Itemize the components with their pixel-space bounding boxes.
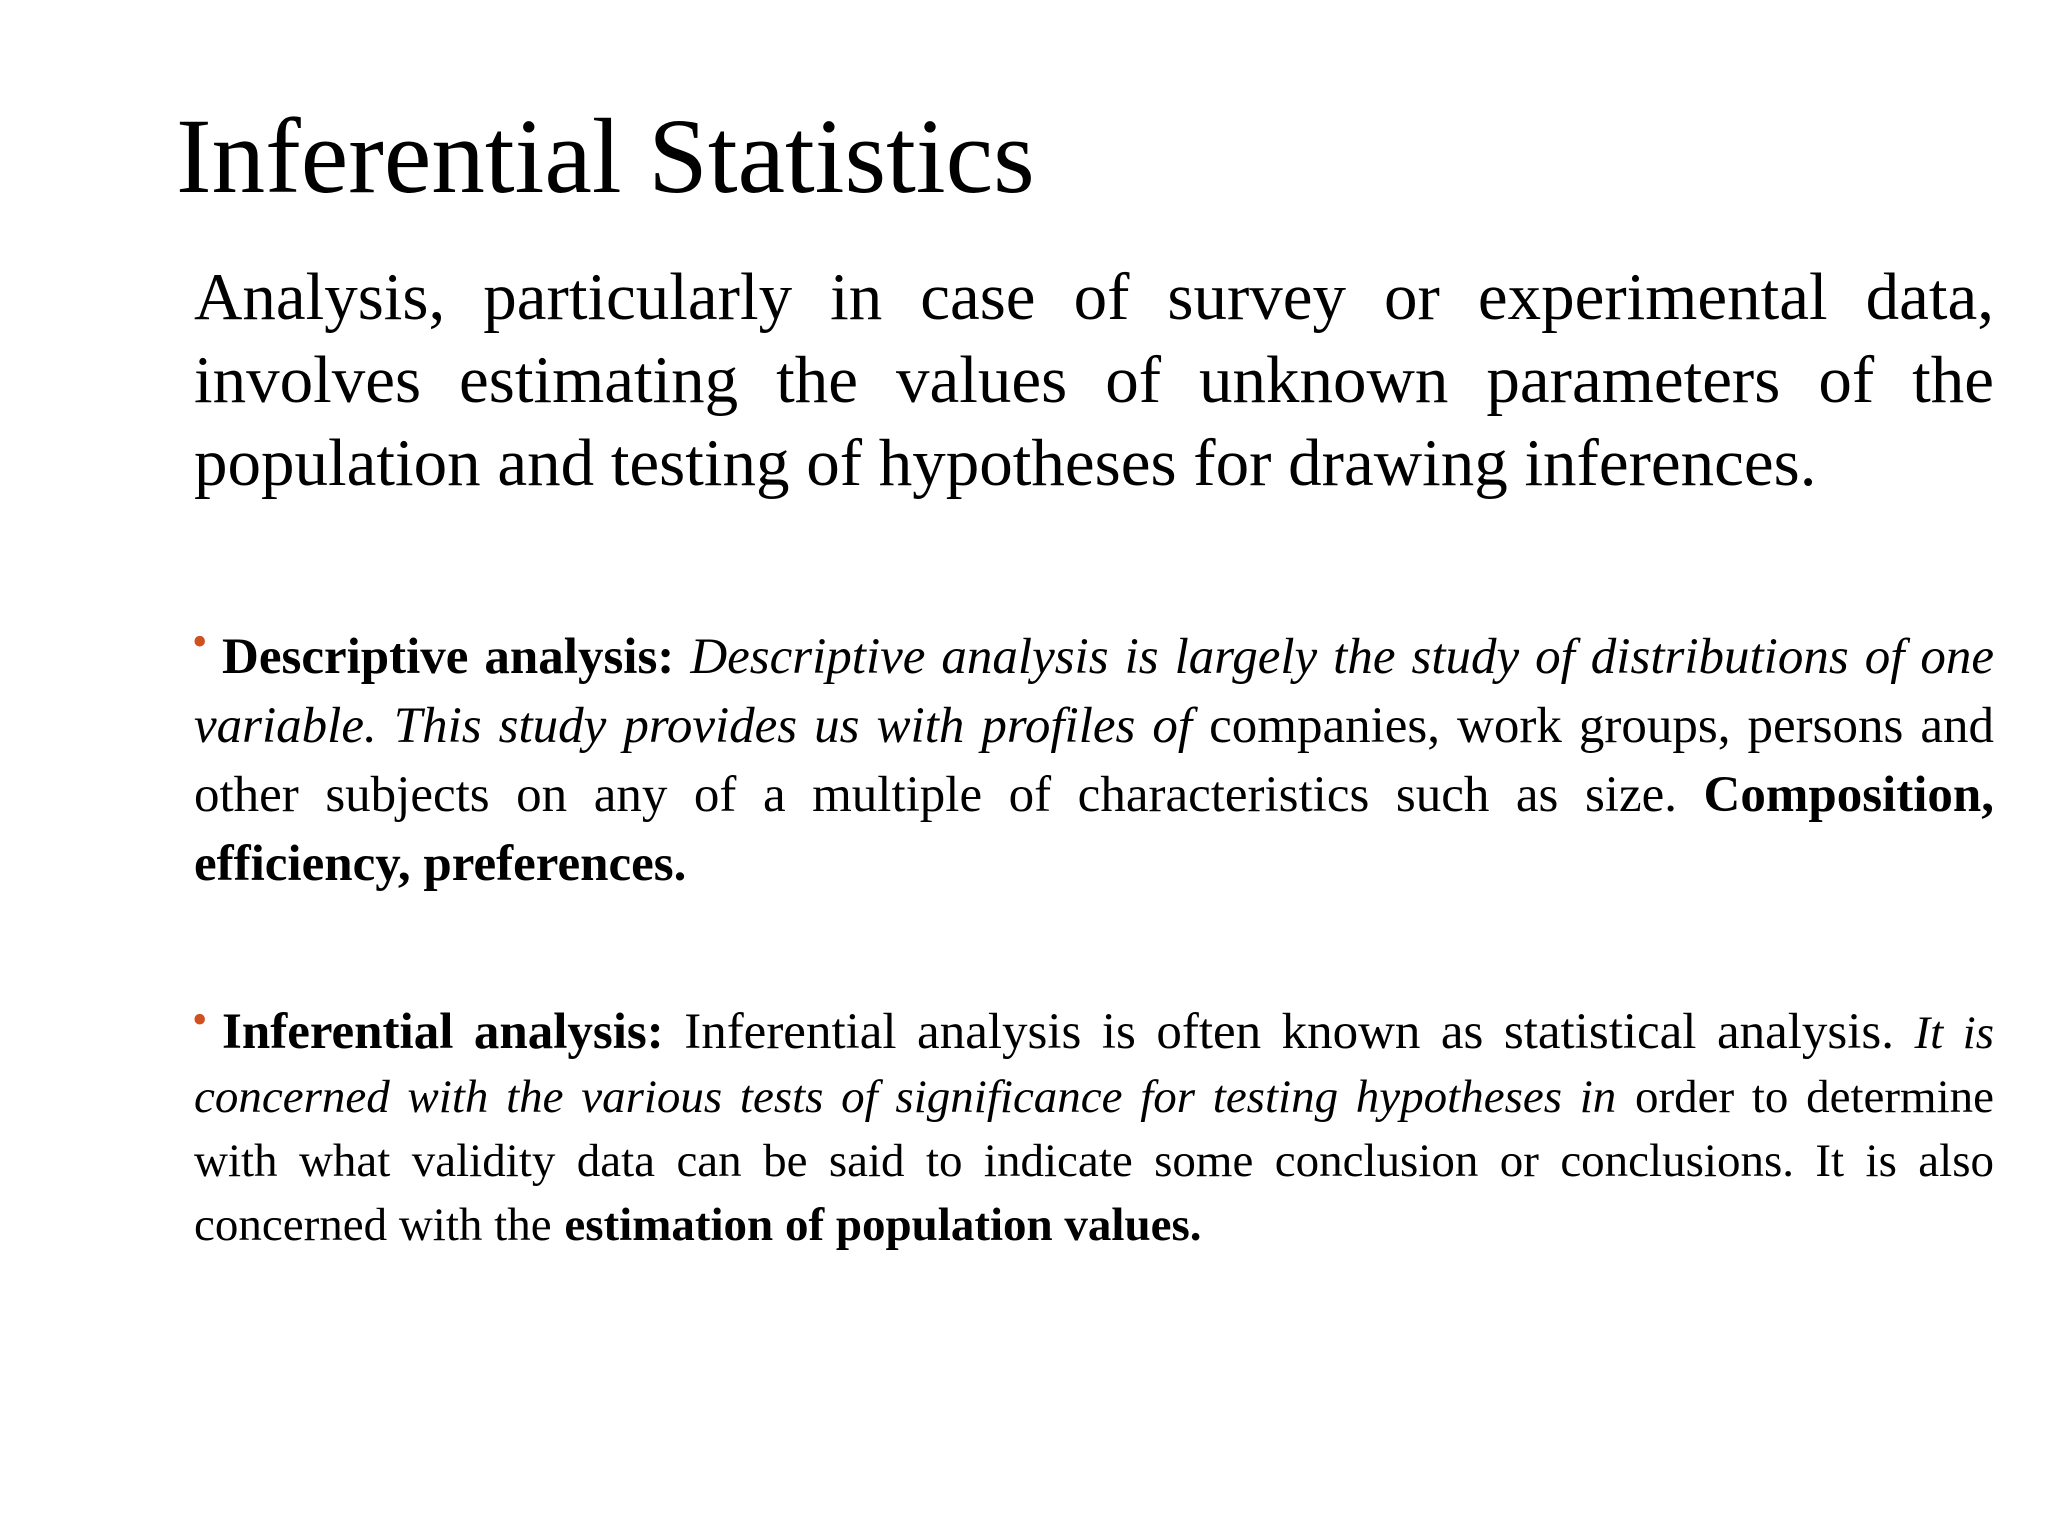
bullet-label: Inferential analysis:	[222, 1004, 664, 1060]
bullet-italic-text: Descriptive analysis is largely the study of distributions of one variable. This study provides us with profiles of	[194, 629, 1995, 754]
bullet-label: Descriptive analysis:	[222, 629, 675, 685]
bullet-marker: •	[192, 617, 208, 666]
bullet-marker: •	[192, 995, 208, 1044]
bullet-bold-text: estimation of population values.	[564, 1199, 1202, 1251]
bullet-regular-text-2: order to determine with what validity data can be said to indicate some conclusion or conclusions. It is also concerned with the	[194, 1071, 1994, 1251]
bullet-italic-text: It is concerned with the various tests of significance for testing hypotheses in	[194, 1007, 1995, 1123]
bullet-inferential-analysis	[192, 995, 1995, 1257]
bullet-descriptive-analysis	[192, 617, 1995, 899]
bullet-bold-text: Composition, efficiency, preferences.	[194, 767, 1994, 892]
bullet-regular-text: Inferential analysis is often known as statistical analysis.	[684, 1004, 1895, 1060]
bullet-text	[194, 623, 1994, 899]
bullet-regular-text: companies, work groups, persons and other subjects on any of a multiple of characteristics such as size.	[194, 698, 1994, 823]
bullet-text	[194, 1001, 1994, 1257]
intro-paragraph: Analysis, particularly in case of survey or experimental data, involves estimating the values of unknown parameters of the population and testing of hypotheses for drawing inferences.	[194, 260, 1994, 500]
slide-title: Inferential Statistics	[176, 98, 1035, 216]
